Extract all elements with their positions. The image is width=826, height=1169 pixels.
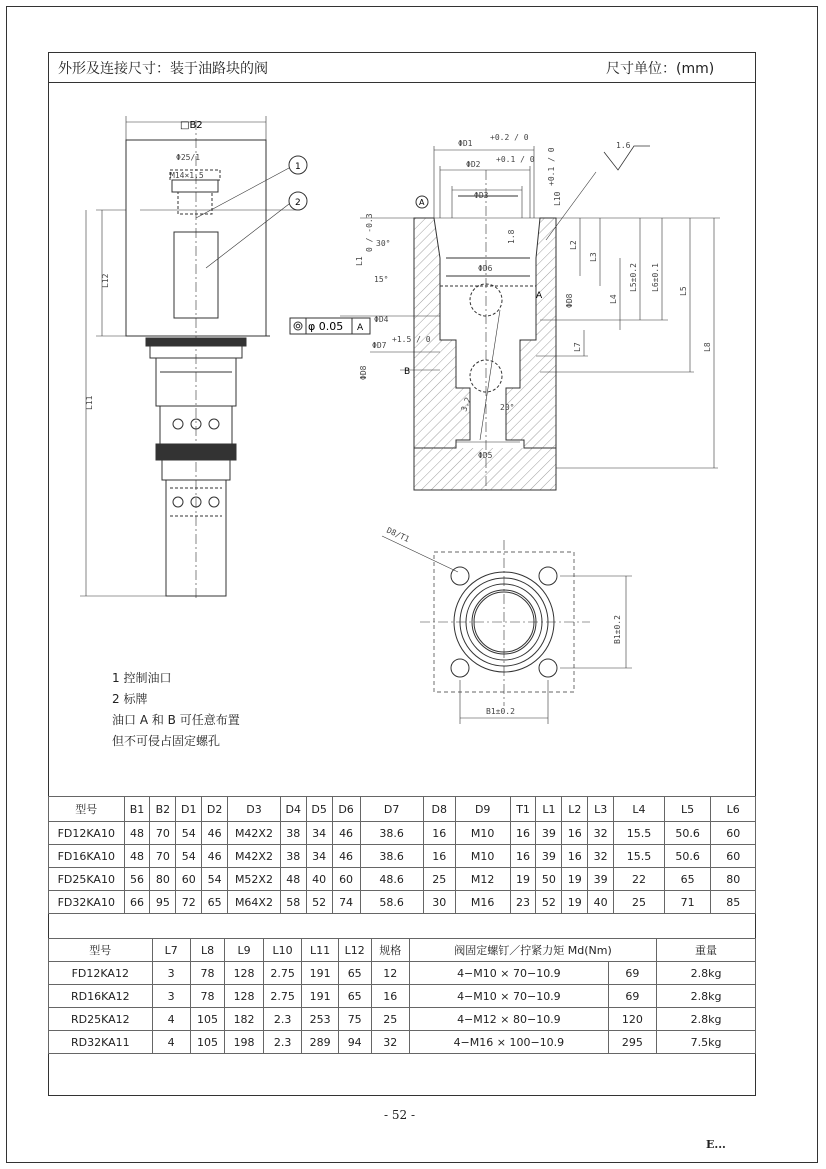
cell: 25: [423, 868, 455, 891]
table-row: [49, 962, 756, 985]
label-3-2: 3.2: [459, 396, 473, 413]
cell-model: RD16KA12: [49, 985, 153, 1008]
port-face-view: [382, 536, 632, 724]
cell: 46: [202, 822, 228, 845]
cell: 2.3: [263, 1031, 302, 1054]
cell: 65: [338, 962, 371, 985]
angle-20: 20°: [500, 403, 515, 412]
label-1-8: 1.8: [507, 229, 516, 244]
cell: 16: [510, 845, 536, 868]
cell: 19: [562, 868, 588, 891]
table-row: [49, 822, 756, 845]
cell: 54: [202, 868, 228, 891]
label-d1: ΦD1: [458, 139, 473, 148]
cell: 4: [152, 1008, 190, 1031]
cell-model: RD25KA12: [49, 1008, 153, 1031]
cell: 25: [614, 891, 665, 914]
cell-torque: 295: [608, 1031, 656, 1054]
cell: 50: [536, 868, 562, 891]
cell: 105: [190, 1031, 225, 1054]
label-l2: L2: [569, 240, 578, 250]
cell: 22: [614, 868, 665, 891]
cell: M10: [455, 822, 510, 845]
table-header-cell: 型号: [49, 797, 125, 822]
callout-1: 1: [295, 162, 301, 172]
cell-screw: 4−M16 × 100−10.9: [409, 1031, 608, 1054]
cell: 2.3: [263, 1008, 302, 1031]
table-header-cell: 型号: [49, 939, 153, 962]
cell: 15.5: [614, 845, 665, 868]
cell: 72: [176, 891, 202, 914]
table-header-row: [49, 939, 756, 962]
cell: 16: [562, 845, 588, 868]
cell: 38.6: [360, 845, 423, 868]
table-header-cell: D4: [280, 797, 306, 822]
label-b1-horizontal: B1±0.2: [486, 707, 515, 716]
cell: 40: [588, 891, 614, 914]
cell: 38: [280, 822, 306, 845]
cell: 23: [510, 891, 536, 914]
cell-model: RD32KA11: [49, 1031, 153, 1054]
table-header-cell: L2: [562, 797, 588, 822]
cell: 32: [371, 1031, 409, 1054]
table-header-cell: T1: [510, 797, 536, 822]
cell: 105: [190, 1008, 225, 1031]
cell: 40: [306, 868, 332, 891]
cell: M16: [455, 891, 510, 914]
table-header-cell: L4: [614, 797, 665, 822]
cell: 74: [332, 891, 360, 914]
label-m14: M14×1.5: [170, 171, 204, 180]
cell: 48: [124, 822, 150, 845]
table-header-cell: D8: [423, 797, 455, 822]
cell: 32: [588, 845, 614, 868]
label-d8t1: D8/T1: [385, 525, 411, 544]
table-header-cell: L7: [152, 939, 190, 962]
cell: 15.5: [614, 822, 665, 845]
cell: 70: [150, 822, 176, 845]
cell: 191: [302, 985, 339, 1008]
cell: 4: [152, 1031, 190, 1054]
table-row: [49, 1031, 756, 1054]
table-header-cell: D7: [360, 797, 423, 822]
cell: 60: [711, 845, 756, 868]
page-number: - 52 -: [384, 1108, 416, 1122]
label-l11: L11: [85, 395, 94, 410]
dimension-table-2: [48, 938, 756, 1054]
cell: 80: [711, 868, 756, 891]
cell: 60: [176, 868, 202, 891]
cell: 25: [371, 1008, 409, 1031]
cell-model: FD12KA10: [49, 822, 125, 845]
cell: 19: [562, 891, 588, 914]
table-row: [49, 845, 756, 868]
cell: 46: [202, 845, 228, 868]
drawing-notes: [112, 668, 240, 752]
cell: 16: [371, 985, 409, 1008]
table-header-cell: B2: [150, 797, 176, 822]
cell: 65: [338, 985, 371, 1008]
table-header-cell: 重量: [657, 939, 756, 962]
cell: 128: [225, 985, 263, 1008]
cell: 38.6: [360, 822, 423, 845]
cell: M12: [455, 868, 510, 891]
cell: 30: [423, 891, 455, 914]
note-line: 油口 A 和 B 可任意布置: [112, 713, 240, 727]
cavity-section: [290, 146, 720, 490]
note-line: 2 标牌: [112, 692, 148, 706]
table-header-cell: L9: [225, 939, 263, 962]
label-d4: ΦD4: [374, 315, 389, 324]
cell: M64X2: [228, 891, 281, 914]
unit-label: 尺寸单位：(mm): [606, 61, 715, 77]
label-b1-vertical: B1±0.2: [613, 615, 622, 644]
label-l1: L1: [355, 256, 364, 266]
cell: 39: [536, 822, 562, 845]
cell: 2.75: [263, 985, 302, 1008]
angle-15: 15°: [374, 275, 389, 284]
label-d3: ΦD3: [474, 191, 489, 200]
table-header-cell: L10: [263, 939, 302, 962]
cell: 60: [332, 868, 360, 891]
cell: 54: [176, 845, 202, 868]
cell: 78: [190, 962, 225, 985]
cell: 198: [225, 1031, 263, 1054]
label-l6-tol: L6±0.1: [651, 263, 660, 292]
label-l5: L5: [679, 286, 688, 296]
table-header-cell: B1: [124, 797, 150, 822]
table-header-cell: D6: [332, 797, 360, 822]
cell-screw: 4−M10 × 70−10.9: [409, 985, 608, 1008]
page-title: 外形及连接尺寸：装于油路块的阀: [58, 61, 268, 77]
cell: M52X2: [228, 868, 281, 891]
cell: 128: [225, 962, 263, 985]
cell: 66: [124, 891, 150, 914]
label-d2-tol: +0.1 / 0: [496, 155, 535, 164]
table-header-cell: D1: [176, 797, 202, 822]
table-row: [49, 985, 756, 1008]
label-d8-left: ΦD8: [359, 365, 368, 380]
cell: 54: [176, 822, 202, 845]
cell: 34: [306, 845, 332, 868]
cell: 75: [338, 1008, 371, 1031]
cell: M10: [455, 845, 510, 868]
port-b-label: B: [404, 367, 411, 377]
cell: 19: [510, 868, 536, 891]
table-header-cell: L3: [588, 797, 614, 822]
label-d6: ΦD6: [478, 264, 493, 273]
cell: 191: [302, 962, 339, 985]
cell: 70: [150, 845, 176, 868]
table-header-cell: L11: [302, 939, 339, 962]
cell-model: FD12KA12: [49, 962, 153, 985]
label-l10: L10: [553, 191, 562, 206]
valve-side-view: [80, 116, 307, 600]
cell: 48: [124, 845, 150, 868]
cell-weight: 2.8kg: [657, 1008, 756, 1031]
cell-model: FD25KA10: [49, 868, 125, 891]
label-b2: □B2: [180, 120, 203, 131]
label-l4: L4: [609, 294, 618, 304]
table-header-cell: 规格: [371, 939, 409, 962]
cell: 58.6: [360, 891, 423, 914]
cell: 289: [302, 1031, 339, 1054]
cell: 16: [423, 845, 455, 868]
cell: 46: [332, 845, 360, 868]
table-header-cell: D9: [455, 797, 510, 822]
table-header-cell: L12: [338, 939, 371, 962]
cell-weight: 7.5kg: [657, 1031, 756, 1054]
cell: M42X2: [228, 822, 281, 845]
cell: 16: [562, 822, 588, 845]
label-l1-tol: 0 / -0.3: [365, 213, 374, 252]
cell: 3: [152, 985, 190, 1008]
note-line: 1 控制油口: [112, 671, 172, 685]
cell: 182: [225, 1008, 263, 1031]
table-row: [49, 868, 756, 891]
cell: 71: [664, 891, 711, 914]
dimension-table-1: [48, 796, 756, 914]
note-line: 但不可侵占固定螺孔: [112, 734, 221, 748]
concentricity-value: φ 0.05: [308, 320, 344, 333]
cell-torque: 69: [608, 985, 656, 1008]
table-header-cell: D3: [228, 797, 281, 822]
cell: 3: [152, 962, 190, 985]
cell: M42X2: [228, 845, 281, 868]
valve-side-labels: [85, 120, 301, 410]
table-header-cell: D5: [306, 797, 332, 822]
table-header-cell: L5: [664, 797, 711, 822]
cell: 16: [423, 822, 455, 845]
label-l7: L7: [573, 342, 582, 352]
table-header-cell: L1: [536, 797, 562, 822]
table-row: [49, 1008, 756, 1031]
cell: 48: [280, 868, 306, 891]
cell: 34: [306, 822, 332, 845]
cell: 46: [332, 822, 360, 845]
cell: 65: [664, 868, 711, 891]
cell: 58: [280, 891, 306, 914]
label-d7: ΦD7: [372, 341, 387, 350]
cell-torque: 69: [608, 962, 656, 985]
cell-torque: 120: [608, 1008, 656, 1031]
table-header-cell: 阀固定螺钉／拧紧力矩 Md(Nm): [409, 939, 656, 962]
angle-30: 30°: [376, 239, 391, 248]
cell: 56: [124, 868, 150, 891]
cell-screw: 4−M12 × 80−10.9: [409, 1008, 608, 1031]
cell: 80: [150, 868, 176, 891]
label-d7-tol: +1.5 / 0: [392, 335, 431, 344]
label-l12: L12: [101, 273, 110, 288]
label-d8-right: ΦD8: [565, 293, 574, 308]
cell: 60: [711, 822, 756, 845]
cell-model: FD32KA10: [49, 891, 125, 914]
cell: 78: [190, 985, 225, 1008]
label-l8: L8: [703, 342, 712, 352]
port-a-label: A: [536, 291, 543, 301]
cell-weight: 2.8kg: [657, 962, 756, 985]
cell-screw: 4−M10 × 70−10.9: [409, 962, 608, 985]
cell: 94: [338, 1031, 371, 1054]
cell: 253: [302, 1008, 339, 1031]
table-header-cell: L8: [190, 939, 225, 962]
cell: 52: [306, 891, 332, 914]
cell: 38: [280, 845, 306, 868]
cell: 12: [371, 962, 409, 985]
cell: 65: [202, 891, 228, 914]
roughness-value: 1.6: [616, 141, 631, 150]
label-l3: L3: [589, 252, 598, 262]
cell: 95: [150, 891, 176, 914]
concentricity-datum: A: [357, 323, 364, 333]
cell: 50.6: [664, 845, 711, 868]
cell: 2.75: [263, 962, 302, 985]
cell: 85: [711, 891, 756, 914]
cell: 32: [588, 822, 614, 845]
datum-a: A: [419, 198, 425, 207]
label-d1-tol: +0.2 / 0: [490, 133, 529, 142]
cell: 16: [510, 822, 536, 845]
callout-2: 2: [295, 198, 301, 208]
cell-weight: 2.8kg: [657, 985, 756, 1008]
label-d2: ΦD2: [466, 160, 481, 169]
cell: 48.6: [360, 868, 423, 891]
cell: 52: [536, 891, 562, 914]
cavity-labels: [308, 133, 712, 460]
label-l5-tol: L5±0.2: [629, 263, 638, 292]
cell: 39: [536, 845, 562, 868]
cell: 39: [588, 868, 614, 891]
table-header-row: [49, 797, 756, 822]
table-header-cell: L6: [711, 797, 756, 822]
cell: 50.6: [664, 822, 711, 845]
cell-model: FD16KA10: [49, 845, 125, 868]
table-row: [49, 891, 756, 914]
table-header-cell: D2: [202, 797, 228, 822]
label-d5: ΦD5: [478, 451, 493, 460]
label-l10-tol: +0.1 / 0: [547, 147, 556, 186]
brand-logo: E...: [706, 1138, 726, 1151]
label-d25: Φ25/1: [176, 153, 201, 162]
